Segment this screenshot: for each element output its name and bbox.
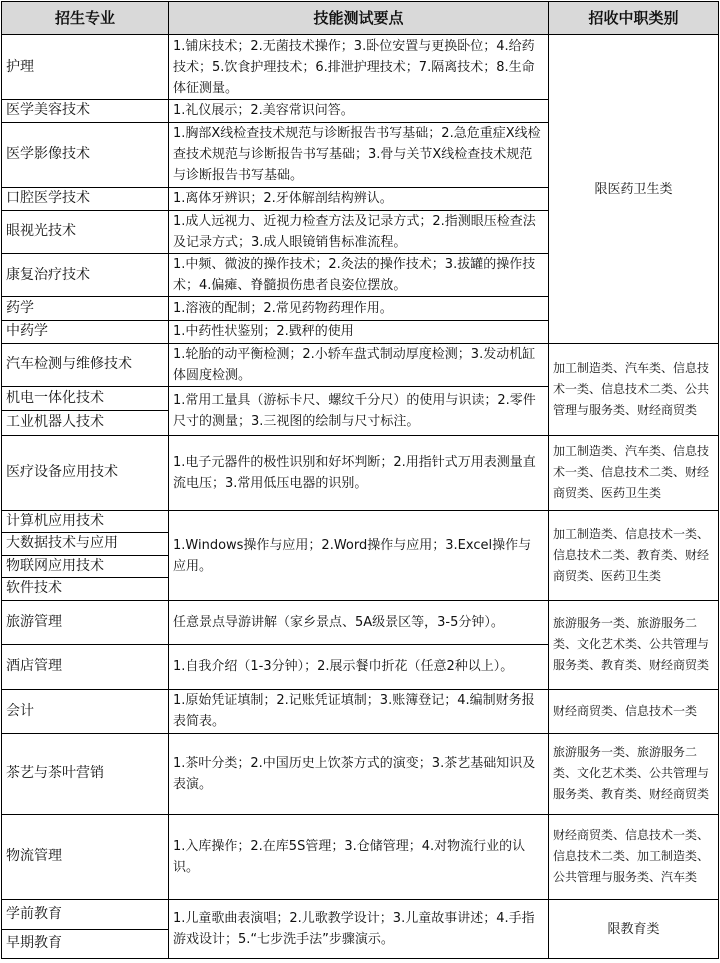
skill-cell: 1.轮胎的动平衡检测；2.小轿车盘式制动厚度检测；3.发动机缸体圆度检测。 <box>169 343 549 386</box>
major-cell: 汽车检测与维修技术 <box>2 343 169 386</box>
table-row <box>2 511 719 533</box>
skill-cell: 1.中药性状鉴别；2.戥秤的使用 <box>169 320 549 343</box>
major-cell: 护理 <box>2 35 169 100</box>
skill-cell: 1.铺床技术；2.无菌技术操作；3.卧位安置与更换卧位；4.给药技术；5.饮食护理技术；6.排泄护理技术；7.隔离技术；8.生命体征测量。 <box>169 35 549 100</box>
major-cell: 医学影像技术 <box>2 122 169 187</box>
major-cell: 学前教育 <box>2 900 169 929</box>
skill-cell: 1.成人远视力、近视力检查方法及记录方式；2.指测眼压检查法及记录方式；3.成人眼镜销售标准流程。 <box>169 210 549 253</box>
table-row <box>2 814 719 900</box>
header-skill: 技能测试要点 <box>169 2 549 35</box>
category-cell: 限医药卫生类 <box>549 35 719 344</box>
skill-cell: 1.中频、微波的操作技术；2.灸法的操作技术；3.拔罐的操作技术；4.偏瘫、脊髓损伤患者良姿位摆放。 <box>169 254 549 297</box>
skill-cell: 1.胸部X线检查技术规范与诊断报告书写基础；2.急危重症X线检查技术规范与诊断报告书写基础；3.骨与关节X线检查技术规范与诊断报告书写基础。 <box>169 122 549 187</box>
skill-cell: 1.原始凭证填制；2.记账凭证填制；3.账簿登记；4.编制财务报表简表。 <box>169 689 549 733</box>
category-cell: 旅游服务一类、旅游服务二类、文化艺术类、公共管理与服务类、教育类、财经商贸类 <box>549 733 719 814</box>
skill-cell: 1.离体牙辨识；2.牙体解剖结构辨认。 <box>169 187 549 210</box>
skill-cell: 1.茶叶分类；2.中国历史上饮茶方式的演变；3.茶艺基础知识及表演。 <box>169 733 549 814</box>
skill-cell: 1.Windows操作与应用；2.Word操作与应用；3.Excel操作与应用。 <box>169 511 549 601</box>
skill-cell: 1.入库操作；2.在库5S管理；3.仓储管理；4.对物流行业的认识。 <box>169 814 549 900</box>
table-row <box>2 900 719 929</box>
header-major: 招生专业 <box>2 2 169 35</box>
major-cell: 旅游管理 <box>2 600 169 644</box>
major-cell: 计算机应用技术 <box>2 511 169 533</box>
table-row <box>2 689 719 733</box>
major-cell: 眼视光技术 <box>2 210 169 253</box>
major-cell: 大数据技术与应用 <box>2 533 169 555</box>
admission-skill-test-table <box>1 1 719 959</box>
major-cell: 中药学 <box>2 320 169 343</box>
major-cell: 早期教育 <box>2 929 169 958</box>
category-cell: 财经商贸类、信息技术一类 <box>549 689 719 733</box>
skill-cell: 1.自我介绍（1-3分钟）；2.展示餐巾折花（任意2种以上）。 <box>169 645 549 689</box>
category-cell: 旅游服务一类、旅游服务二类、文化艺术类、公共管理与服务类、教育类、财经商贸类 <box>549 600 719 689</box>
major-cell: 工业机器人技术 <box>2 411 169 435</box>
major-cell: 物联网应用技术 <box>2 555 169 577</box>
category-cell: 加工制造类、汽车类、信息技术一类、信息技术二类、财经商贸类、医药卫生类 <box>549 435 719 511</box>
category-cell: 加工制造类、汽车类、信息技术一类、信息技术二类、公共管理与服务类、财经商贸类 <box>549 343 719 435</box>
major-cell: 会计 <box>2 689 169 733</box>
major-cell: 药学 <box>2 297 169 320</box>
skill-cell: 1.常用工量具（游标卡尺、螺纹千分尺）的使用与识读；2.零件尺寸的测量；3.三视图的绘制与尺寸标注。 <box>169 387 549 435</box>
table-row <box>2 35 719 100</box>
skill-cell: 1.溶液的配制；2.常见药物药理作用。 <box>169 297 549 320</box>
major-cell: 口腔医学技术 <box>2 187 169 210</box>
table-row <box>2 600 719 644</box>
table-row <box>2 435 719 511</box>
major-cell: 机电一体化技术 <box>2 387 169 411</box>
major-cell: 茶艺与茶叶营销 <box>2 733 169 814</box>
header-row <box>2 2 719 35</box>
table-row <box>2 343 719 386</box>
category-cell: 加工制造类、信息技术一类、信息技术二类、教育类、财经商贸类、医药卫生类 <box>549 511 719 601</box>
category-cell: 财经商贸类、信息技术一类、信息技术二类、加工制造类、公共管理与服务类、汽车类 <box>549 814 719 900</box>
major-cell: 康复治疗技术 <box>2 254 169 297</box>
skill-cell: 1.电子元器件的极性识别和好坏判断；2.用指针式万用表测量直流电压；3.常用低压电器的识别。 <box>169 435 549 511</box>
major-cell: 医学美容技术 <box>2 99 169 122</box>
skill-cell: 1.儿童歌曲表演唱；2.儿歌教学设计；3.儿童故事讲述；4.手指游戏设计；5.“七步洗手法”步骤演示。 <box>169 900 549 959</box>
skill-cell: 1.礼仪展示；2.美容常识问答。 <box>169 99 549 122</box>
major-cell: 软件技术 <box>2 577 169 600</box>
category-cell: 限教育类 <box>549 900 719 959</box>
major-cell: 酒店管理 <box>2 645 169 689</box>
table-row <box>2 733 719 814</box>
header-category: 招收中职类别 <box>549 2 719 35</box>
skill-cell: 任意景点导游讲解（家乡景点、5A级景区等，3-5分钟）。 <box>169 600 549 644</box>
major-cell: 医疗设备应用技术 <box>2 435 169 511</box>
major-cell: 物流管理 <box>2 814 169 900</box>
